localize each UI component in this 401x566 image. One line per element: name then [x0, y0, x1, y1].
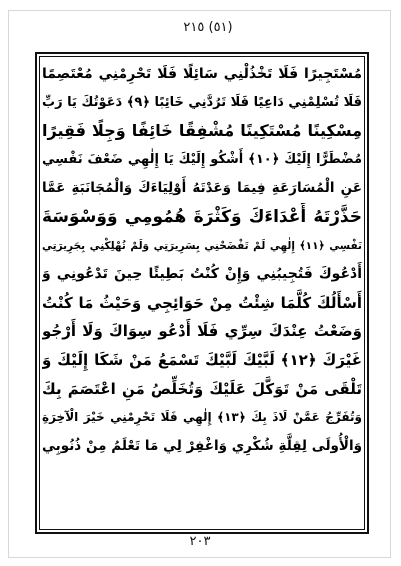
text-line: وَضَعْتُ عِنْدَكَ سِرِّي فَلَا أَدْعُو سِوَاكَ وَلَا أَرْجُو	[42, 322, 362, 341]
text-line: فَلَا تُسْلِمْنِي دَاعِيًا فَلَا تَرُدَّنِي خَائِبًا ﴿٩﴾ دَعَوْتُكَ يَا رَبِّ	[42, 94, 362, 110]
text-line: مُضْطَرًّا إِلَيْكَ ﴿١٠﴾ أَشْكُو إِلَيْكَ يَا إِلٰهِي ضَعْفَ نَفْسِي	[42, 151, 362, 167]
text-line: وَالْأُولَى لِقِلَّةِ شُكْرِي وَاغْفِرْ لِي مَا تَعْلَمُ مِنْ ذُنُوبِي	[42, 437, 362, 454]
text-line: وَتُفَرِّجُ عَمَّنْ لَاذَ بِكَ ﴿١٣﴾ إِلٰهِي فَلَا تَحْرِمْنِي خَيْرَ الْآخِرَةِ	[42, 410, 362, 425]
prayer-text-block	[42, 60, 362, 528]
page-header	[48, 18, 368, 50]
text-line: مُسْتَجِيرًا فَلَا تَخْذُلْنِي سَائِلًا فَلَا تَحْرِمْنِي مُعْتَصِمًا	[42, 66, 362, 82]
text-line: مِسْكِينًا مُسْتَكِينًا مُشْفِقًا خَائِفًا وَجِلًا فَقِيرًا	[42, 121, 362, 141]
text-line: أَدْعُوكَ فَتُجِيبُنِي وَإِنْ كُنْتُ بَطِيئًا حِينَ تَدْعُونِي وَ	[42, 266, 362, 283]
text-line: نَفْسِي ﴿١١﴾ إِلٰهِي لَمْ تَفْضَحْنِي بِسَرِيرَتِي وَلَمْ تُهْلِكْنِي بِجَرِيرَتِي	[42, 239, 362, 252]
text-line: حَذَّرْتَهُ أَعْدَاءَكَ وَكَثْرَةَ هُمُومِي وَوَسْوَسَةَ	[42, 206, 362, 227]
page-number: ٢٠٣	[189, 534, 211, 549]
header-page-label: (٥١) ٢١٥	[183, 20, 233, 35]
text-line: عَنِ الْمُسَارَعَةِ فِيمَا وَعَدْتَهُ أَوْلِيَاءَكَ وَالْمُجَانَبَةِ عَمَّا	[42, 180, 362, 197]
text-line: أَسْأَلُكَ كُلَّمَا شِئْتُ مِنْ حَوَائِجِي وَحَيْثُ مَا كُنْتُ	[42, 293, 362, 312]
text-line: غَيْرَكَ ﴿١٢﴾ لَبَّيْكَ لَبَّيْكَ تَسْمَعُ مَنْ شَكَا إِلَيْكَ وَ	[42, 350, 362, 369]
text-line: تَلْقَى مَنْ تَوَكَّلَ عَلَيْكَ وَتُخَلِّصُ مَنِ اعْتَصَمَ بِكَ	[42, 379, 362, 398]
